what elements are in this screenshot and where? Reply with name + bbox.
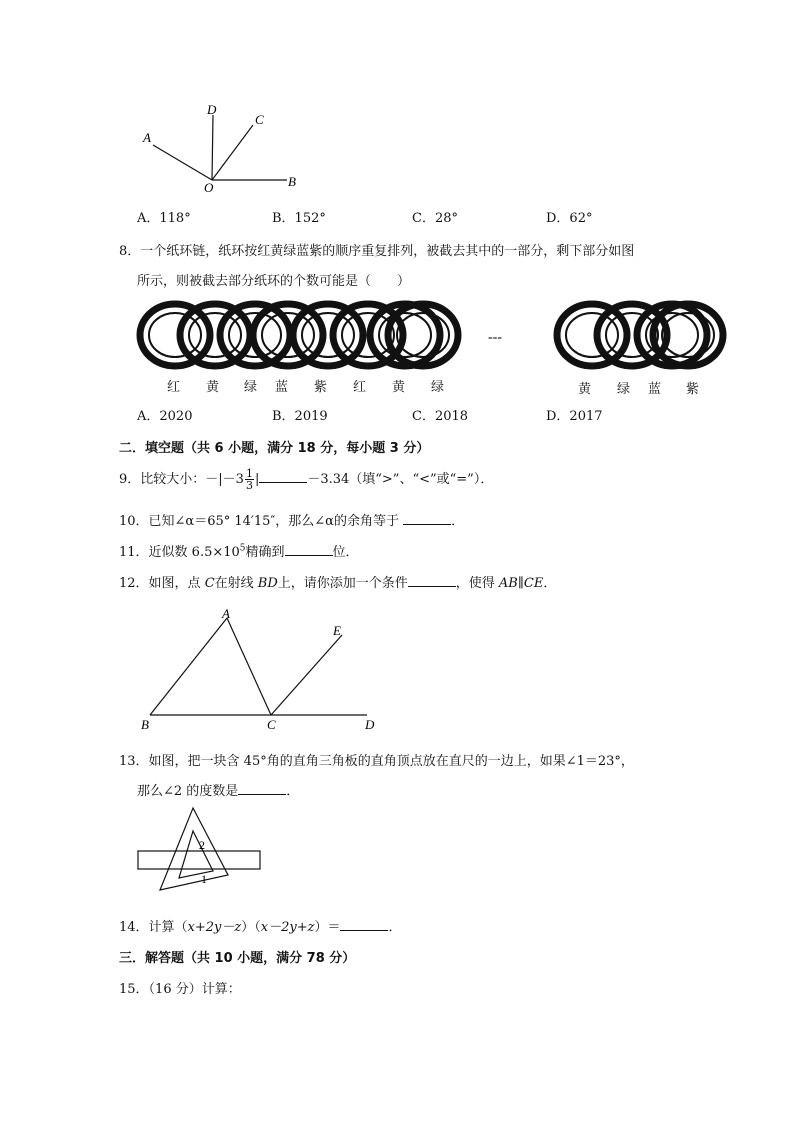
ray-od bbox=[212, 115, 213, 180]
q13-question-line2 bbox=[137, 780, 299, 799]
q13-line2-end: ． bbox=[286, 784, 300, 799]
q14-mid: ）（ bbox=[241, 920, 261, 935]
q14-expr1: x+2y－z bbox=[187, 920, 242, 935]
q11-blank[interactable] bbox=[285, 543, 333, 556]
q8-option-d: D．2017 bbox=[546, 409, 603, 424]
q8-option-b: B．2019 bbox=[272, 409, 328, 424]
q7-option-c: C．28° bbox=[412, 211, 458, 226]
q11-end: 位． bbox=[332, 545, 359, 560]
label-e: E bbox=[333, 623, 341, 638]
q7-option-d: D．62° bbox=[546, 211, 593, 226]
q12-end: ． bbox=[543, 576, 557, 591]
chain-label-3: 绿 bbox=[244, 380, 258, 395]
ring bbox=[149, 313, 201, 357]
angle-label-2: 2 bbox=[199, 838, 205, 852]
label-a: A bbox=[143, 130, 151, 145]
chain-right-label-1: 黄 bbox=[578, 382, 592, 397]
q11-mid: 精确到 bbox=[245, 545, 285, 560]
q12-parallel: AB∥CE bbox=[498, 576, 544, 591]
q9-abs-bar: | bbox=[254, 472, 260, 487]
chain-right-label-4: 紫 bbox=[686, 382, 700, 397]
q9-frac-num: 1 bbox=[245, 467, 253, 480]
left-chain bbox=[140, 304, 458, 366]
q9-suffix: －3.34（填“>”、“<”或“=”）． bbox=[307, 472, 494, 487]
q9-fraction bbox=[245, 468, 254, 491]
chain-label-6: 红 bbox=[353, 380, 367, 395]
segment-ba bbox=[150, 618, 227, 715]
q8-option-c: C．2018 bbox=[412, 409, 469, 424]
q13-ruler-triangle-figure bbox=[135, 803, 265, 898]
q11-exponent: 5 bbox=[239, 543, 246, 554]
chain-right-label-2: 绿 bbox=[617, 382, 631, 397]
q8-question-line2: 所示，则被截去部分纸环的个数可能是（ ） bbox=[137, 274, 411, 289]
chain-label-1: 红 bbox=[167, 380, 181, 395]
q11-prefix: 11．近似数 6.5×10 bbox=[119, 545, 240, 560]
q7-angle-figure bbox=[135, 100, 305, 195]
label-a: A bbox=[222, 606, 230, 621]
label-o: O bbox=[204, 180, 214, 195]
q11-question bbox=[119, 541, 359, 560]
q12-t3: ，使得 bbox=[455, 576, 499, 591]
q9-frac-den: 3 bbox=[245, 479, 253, 492]
section3-title: 三．解答题（共 10 小题，满分 78 分） bbox=[119, 951, 356, 966]
label-b: B bbox=[288, 174, 296, 189]
q14-prefix: 14．计算（ bbox=[119, 920, 188, 935]
q9-question bbox=[119, 468, 493, 491]
label-c: C bbox=[255, 112, 264, 127]
segment-ce bbox=[271, 635, 342, 715]
label-b: B bbox=[141, 717, 149, 732]
q12-ray-bd: BD bbox=[257, 576, 278, 591]
q10-text: 10．已知∠α＝65° 14′15″，那么∠α的余角等于 bbox=[119, 514, 399, 529]
q13-question-line1: 13．如图，把一块含 45°角的直角三角板的直角顶点放在直尺的一边上，如果∠1＝23°， bbox=[119, 754, 634, 769]
q14-blank[interactable] bbox=[340, 918, 388, 931]
q12-point-c: C bbox=[204, 576, 215, 591]
section2-title: 二．填空题（共 6 小题，满分 18 分，每小题 3 分） bbox=[119, 441, 430, 456]
q12-question bbox=[119, 572, 556, 591]
q7-option-b: B．152° bbox=[272, 211, 326, 226]
q14-end: ）＝ bbox=[314, 920, 341, 935]
chain-label-7: 黄 bbox=[392, 380, 406, 395]
ring bbox=[189, 313, 241, 357]
q8-question-line1: 8．一个纸环链，纸环按红黄绿蓝紫的顺序重复排列，被截去其中的一部分，剩下部分如图 bbox=[119, 244, 635, 259]
q12-t1: 在射线 bbox=[214, 576, 258, 591]
ray-oa bbox=[153, 145, 212, 180]
q9-prefix: 9．比较大小：－|－3 bbox=[119, 472, 244, 487]
q10-blank[interactable] bbox=[403, 512, 451, 525]
right-chain bbox=[557, 304, 723, 366]
q14-question bbox=[119, 916, 402, 935]
q13-blank[interactable] bbox=[238, 782, 286, 795]
chain-label-8: 绿 bbox=[431, 380, 445, 395]
q12-triangle-figure bbox=[135, 605, 385, 733]
q10-end: ． bbox=[451, 514, 465, 529]
label-d: D bbox=[207, 102, 217, 117]
q7-option-a: A．118° bbox=[137, 211, 191, 226]
q10-question bbox=[119, 510, 464, 529]
label-c: C bbox=[267, 717, 276, 732]
triangle-outer bbox=[160, 808, 228, 890]
q9-blank[interactable] bbox=[259, 470, 307, 483]
label-d: D bbox=[365, 717, 375, 732]
ring bbox=[566, 313, 618, 357]
chain-label-5: 紫 bbox=[314, 380, 328, 395]
angle-label-1: 1 bbox=[201, 872, 207, 886]
chain-label-4: 蓝 bbox=[275, 380, 289, 395]
triangle-inner bbox=[179, 831, 213, 878]
ring bbox=[302, 313, 354, 357]
q14-expr2: x－2y+z bbox=[260, 920, 315, 935]
q12-prefix: 12．如图，点 bbox=[119, 576, 205, 591]
chain-label-2: 黄 bbox=[206, 380, 220, 395]
q12-blank[interactable] bbox=[408, 574, 456, 587]
q15-question: 15．（16 分）计算： bbox=[119, 982, 241, 997]
segment-ac bbox=[227, 618, 271, 715]
gap-dashes: --- bbox=[488, 330, 502, 345]
q8-option-a: A．2020 bbox=[137, 409, 193, 424]
ray-oc bbox=[212, 125, 253, 180]
q13-line2-prefix: 那么∠2 的度数是 bbox=[137, 784, 239, 799]
q14-tail: ． bbox=[388, 920, 402, 935]
chain-right-label-3: 蓝 bbox=[648, 382, 662, 397]
ruler bbox=[138, 851, 260, 869]
q12-t2: 上，请你添加一个条件 bbox=[277, 576, 408, 591]
